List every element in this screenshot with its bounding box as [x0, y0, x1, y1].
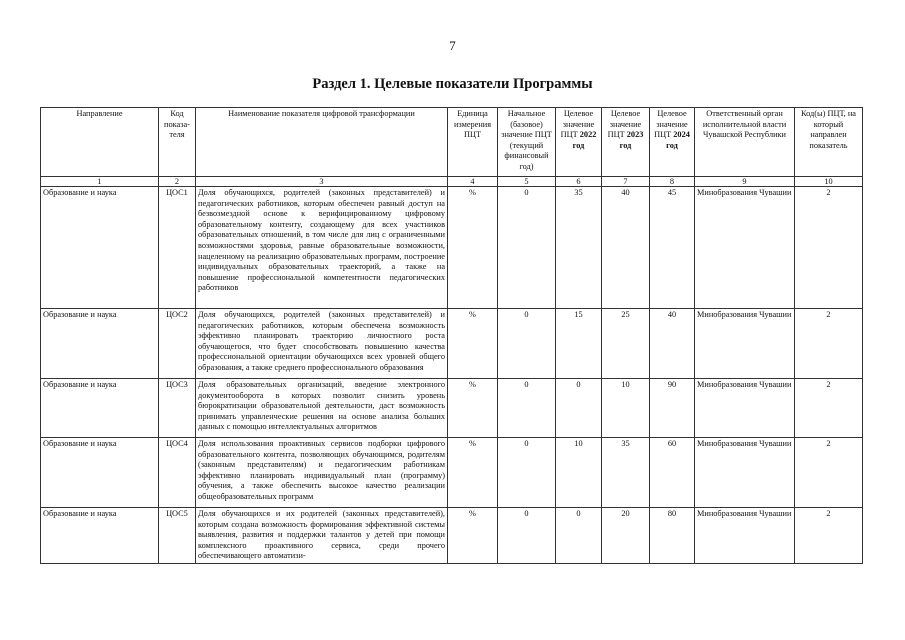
table-row [41, 379, 863, 438]
target-2023-cell: 40 [602, 187, 650, 309]
header-ref-code: Код(ы) ПЦТ, на который направлен показатель [795, 108, 863, 177]
column-number: 10 [795, 177, 863, 187]
target-2023-cell: 10 [602, 379, 650, 438]
unit-cell: % [448, 438, 498, 508]
table-row [41, 438, 863, 508]
unit-cell: % [448, 187, 498, 309]
code-cell: ЦОС1 [159, 187, 196, 309]
target-2023-cell: 20 [602, 508, 650, 564]
ref-code-cell: 2 [795, 508, 863, 564]
header-indicator-name: Наименование показателя цифровой трансформации [196, 108, 448, 177]
target-2022-cell: 0 [556, 508, 602, 564]
base-value-cell: 0 [498, 309, 556, 379]
direction-cell: Образование и наука [41, 187, 159, 309]
column-number: 8 [650, 177, 695, 187]
header-target-2023: Целевое значение ПЦТ 2023 год [602, 108, 650, 177]
header-direction: Направление [41, 108, 159, 177]
header-row [41, 108, 863, 177]
header-target-2024: Целевое значение ПЦТ 2024 год [650, 108, 695, 177]
base-value-cell: 0 [498, 438, 556, 508]
target-2023-cell: 35 [602, 438, 650, 508]
target-2022-cell: 15 [556, 309, 602, 379]
header-base-value: Начальное (базовое) значение ПЦТ (текущий финансовый год) [498, 108, 556, 177]
target-2024-cell: 60 [650, 438, 695, 508]
code-cell: ЦОС2 [159, 309, 196, 379]
ref-code-cell: 2 [795, 438, 863, 508]
column-number: 7 [602, 177, 650, 187]
code-cell: ЦОС4 [159, 438, 196, 508]
base-value-cell: 0 [498, 379, 556, 438]
target-2024-cell: 45 [650, 187, 695, 309]
ref-code-cell: 2 [795, 379, 863, 438]
page-number: 7 [449, 38, 456, 53]
indicator-name-cell: Доля обучающихся, родителей (законных представителей) и педагогических работников, которым обеспечена возможность эффективно планировать траекторию личностного роста обучающегося, что будет способствовать повышению качества профессиональной ориентации обучающихся всех уровней общего образования, а также среднего профессионального образования [196, 309, 448, 379]
unit-cell: % [448, 309, 498, 379]
authority-cell: Минобразования Чувашии [695, 438, 795, 508]
column-number: 1 [41, 177, 159, 187]
header-code: Код показателя [159, 108, 196, 177]
target-2022-cell: 0 [556, 379, 602, 438]
section-title: Раздел 1. Целевые показатели Программы [312, 76, 593, 92]
indicator-name-cell: Доля образовательных организаций, введение электронного документооборота в которых позволит снизить уровень бюрократизации образовательной деятельности, даст возможность принимать управленческие решения на основе анализа больших данных с помощью интеллектуальных алгоритмов [196, 379, 448, 438]
direction-cell: Образование и наука [41, 379, 159, 438]
direction-cell: Образование и наука [41, 309, 159, 379]
code-cell: ЦОС3 [159, 379, 196, 438]
unit-cell: % [448, 379, 498, 438]
table-row [41, 187, 863, 309]
ref-code-cell: 2 [795, 187, 863, 309]
indicator-name-cell: Доля обучающихся и их родителей (законных представителей), которым создана возможность формирования эффективной системы выявления, развития и поддержки талантов у детей при помощи комплексного проактивного сервиса, среди прочего обеспечивающего автоматизи- [196, 508, 448, 564]
column-number: 5 [498, 177, 556, 187]
unit-cell: % [448, 508, 498, 564]
column-number: 3 [196, 177, 448, 187]
target-2024-cell: 40 [650, 309, 695, 379]
direction-cell: Образование и наука [41, 508, 159, 564]
header-unit: Единица измерения ПЦТ [448, 108, 498, 177]
direction-cell: Образование и наука [41, 438, 159, 508]
base-value-cell: 0 [498, 187, 556, 309]
indicator-name-cell: Доля обучающихся, родителей (законных представителей) и педагогических работников, которым обеспечен равный доступ на безвозмездной основе к верифицированному цифровому образовательному контенту, создающему для всех участников образовательных отношений, в том числе для лиц с ограниченными возможностями здоровья, равные образовательные возможности, нацеленному на реализацию образовательных программ, построение индивидуальных образовательных траекторий, а также на повышение профессиональной компетентности педагогических работников [196, 187, 448, 309]
column-number-row [41, 177, 863, 187]
code-cell: ЦОС5 [159, 508, 196, 564]
base-value-cell: 0 [498, 508, 556, 564]
ref-code-cell: 2 [795, 309, 863, 379]
target-2023-cell: 25 [602, 309, 650, 379]
authority-cell: Минобразования Чувашии [695, 187, 795, 309]
table-row [41, 508, 863, 564]
target-2022-cell: 35 [556, 187, 602, 309]
authority-cell: Минобразования Чувашии [695, 309, 795, 379]
indicator-name-cell: Доля использования проактивных сервисов подборки цифрового образовательного контента, позволяющих обучающимся, родителям (законным представителям) и педагогическим работникам эффективно планировать индивидуальный план (программу) обучения, а также обеспечить высокое качество реализации общеобразовательных программ [196, 438, 448, 508]
column-number: 4 [448, 177, 498, 187]
authority-cell: Минобразования Чувашии [695, 379, 795, 438]
authority-cell: Минобразования Чувашии [695, 508, 795, 564]
header-authority: Ответственный орган исполнительной власти Чувашской Республики [695, 108, 795, 177]
target-indicators-table [40, 107, 863, 564]
target-2024-cell: 90 [650, 379, 695, 438]
target-2024-cell: 80 [650, 508, 695, 564]
table-row [41, 309, 863, 379]
column-number: 9 [695, 177, 795, 187]
target-2022-cell: 10 [556, 438, 602, 508]
header-target-2022: Целевое значение ПЦТ 2022 год [556, 108, 602, 177]
column-number: 2 [159, 177, 196, 187]
column-number: 6 [556, 177, 602, 187]
